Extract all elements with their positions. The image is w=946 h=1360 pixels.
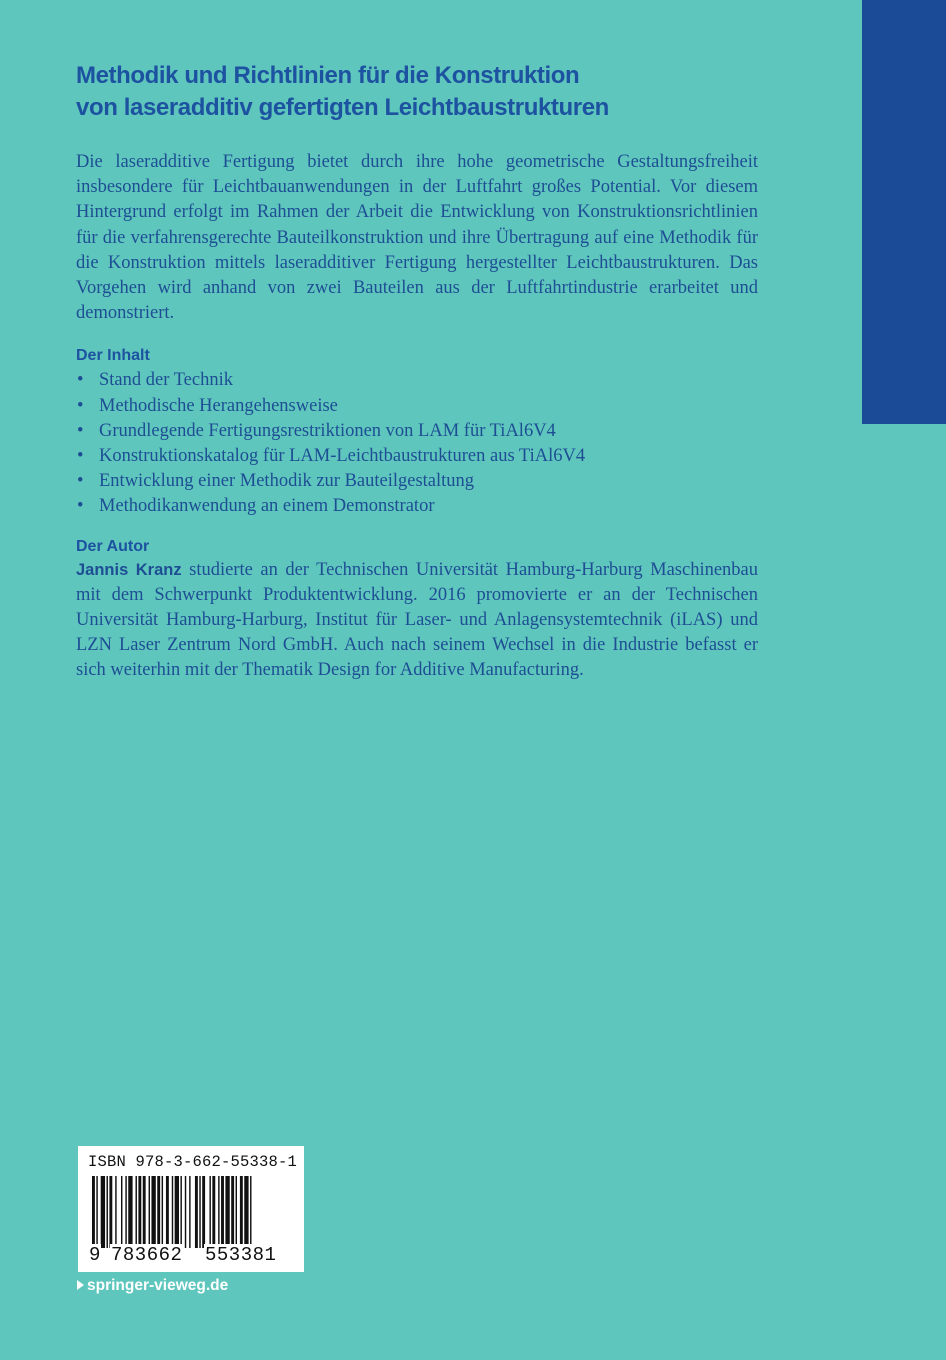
list-item xyxy=(76,394,758,419)
bullet-icon: • xyxy=(77,420,84,441)
barcode-digits-right: 553381 xyxy=(205,1244,277,1266)
barcode-bar xyxy=(209,1176,210,1248)
author-bio: studierte an der Technischen Universität Hamburg-Harburg Maschinenbau mit dem Schwerpunkt Produktentwicklung. 2016 promovierte er an der Technischen Universität Hamburg-Harburg, Institut für Laser- und Anlagensystemtechnik (iLAS) und LZN Laser Zentrum Nord GmbH. Auch nach seinem Wechsel in die Industrie befasst er sich weiterhin mit der Thematik Design for Additive Manufacturing. xyxy=(76,559,759,681)
list-item-label: Stand der Technik xyxy=(99,370,233,391)
barcode-bar xyxy=(180,1176,181,1248)
barcode-bar xyxy=(225,1176,229,1248)
isbn-label: ISBN 978-3-662-55338-1 xyxy=(88,1153,298,1171)
website-label: springer-vieweg.de xyxy=(87,1277,229,1294)
barcode-bar xyxy=(107,1176,108,1248)
title-line-1: Methodik und Richtlinien für die Konstruktion xyxy=(76,62,580,89)
bullet-icon: • xyxy=(77,471,84,492)
list-item-label: Entwicklung einer Methodik zur Bauteilgestaltung xyxy=(99,471,475,492)
barcode-bar xyxy=(240,1176,243,1248)
author-name: Jannis Kranz xyxy=(76,560,182,579)
back-cover-content xyxy=(76,60,758,684)
barcode-bar xyxy=(195,1176,198,1248)
barcode-bar xyxy=(136,1176,137,1248)
list-item-label: Methodikanwendung an einem Demonstrator xyxy=(99,496,435,517)
side-color-band xyxy=(862,0,946,424)
contents-list xyxy=(76,368,758,519)
list-item xyxy=(76,444,758,469)
book-title xyxy=(76,60,758,124)
barcode-bar xyxy=(189,1176,190,1248)
barcode-bar xyxy=(162,1176,163,1248)
list-item xyxy=(76,494,758,519)
list-item-label: Methodische Herangehensweise xyxy=(99,395,338,416)
barcode-bar xyxy=(138,1176,141,1248)
barcode-bar xyxy=(143,1176,146,1248)
barcode-bar xyxy=(125,1176,126,1248)
barcode-bar xyxy=(128,1176,132,1248)
barcode-digits-left: 783662 xyxy=(111,1244,183,1266)
bullet-icon: • xyxy=(77,496,84,517)
list-item-label: Konstruktionskatalog für LAM-Leichtbaustrukturen aus TiAl6V4 xyxy=(99,446,586,467)
barcode-bar xyxy=(218,1176,219,1248)
intro-paragraph: Die laseradditive Fertigung bietet durch ihre hohe geometrische Gestaltungsfreiheit insbesondere für Leichtbauanwendungen in der Luftfahrt großes Potential. Vor diesem Hintergrund erfolgt im Rahmen der Arbeit die Entwicklung von Konstruktionsrichtlinien für die verfahrensgerechte Bauteilkonstruktion und ihre Übertragung auf eine Methodik für die Konstruktion mittels laseradditiver Fertigung hergestellter Leichtbaustrukturen. Das Vorgehen wird anhand von zwei Bauteilen aus der Luftfahrtindustrie erarbeitet und demonstriert. xyxy=(76,152,758,324)
list-item xyxy=(76,368,758,393)
author-paragraph xyxy=(76,558,758,684)
list-item xyxy=(76,469,758,494)
barcode-bar xyxy=(166,1176,169,1248)
arrow-right-icon xyxy=(77,1280,84,1290)
bullet-icon: • xyxy=(77,395,84,416)
barcode-bar xyxy=(236,1176,237,1248)
barcode-bar xyxy=(244,1176,248,1248)
barcode-digit-first: 9 xyxy=(89,1244,101,1266)
barcode-bar xyxy=(149,1176,150,1248)
publisher-website[interactable] xyxy=(77,1277,228,1295)
barcode-bar xyxy=(115,1176,116,1248)
bullet-icon: • xyxy=(77,370,84,391)
barcode-bar xyxy=(109,1176,112,1248)
list-item-label: Grundlegende Fertigungsrestriktionen von LAM für TiAl6V4 xyxy=(99,420,556,441)
barcode-bar xyxy=(231,1176,234,1248)
barcode-bar xyxy=(101,1176,105,1248)
barcode-bar xyxy=(185,1176,186,1248)
bullet-icon: • xyxy=(77,446,84,467)
list-item xyxy=(76,419,758,444)
barcode-bar xyxy=(157,1176,160,1248)
barcode-bar xyxy=(121,1176,122,1248)
barcode-bar xyxy=(212,1176,215,1248)
author-heading: Der Autor xyxy=(76,537,150,555)
barcode-bar xyxy=(199,1176,200,1248)
contents-heading: Der Inhalt xyxy=(76,347,150,365)
barcode-bar xyxy=(221,1176,224,1248)
barcode-bar xyxy=(151,1176,155,1248)
title-line-2: von laseradditiv gefertigten Leichtbaustrukturen xyxy=(76,94,609,121)
isbn-barcode xyxy=(78,1146,304,1272)
barcode-bar xyxy=(202,1176,205,1248)
